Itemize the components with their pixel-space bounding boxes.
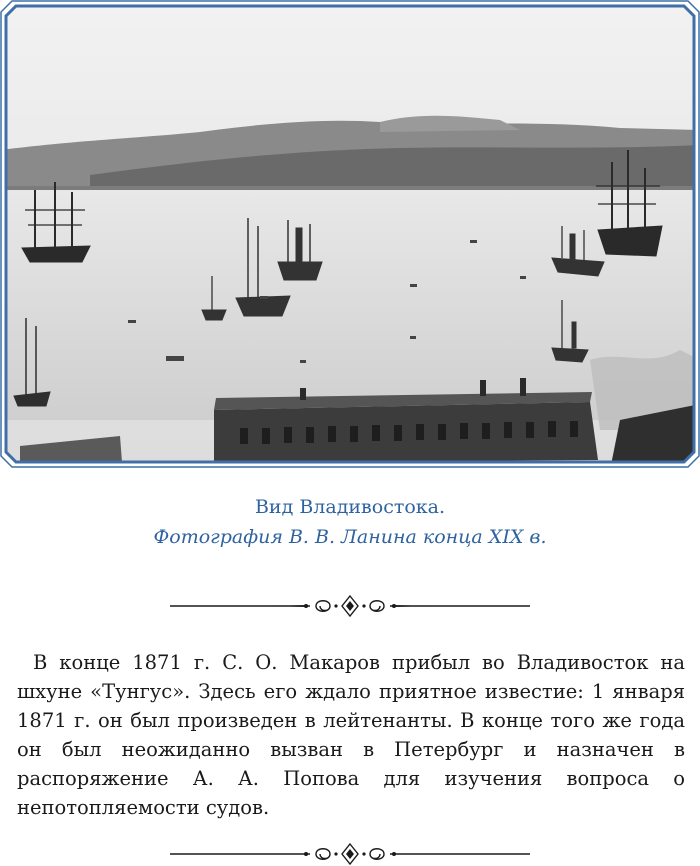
caption-credit: Фотография В. В. Ланина конца XIX в. <box>153 526 547 548</box>
flourish-icon <box>170 842 530 866</box>
flourish-icon <box>170 594 530 618</box>
body-text <box>17 648 685 822</box>
photo-caption <box>0 492 700 552</box>
ornament-divider-top <box>0 594 700 618</box>
caption-title: Вид Владивостока. <box>254 496 446 518</box>
paragraph: В конце 1871 г. С. О. Макаров прибыл во Владивосток на шхуне «Тунгус». Здесь его ждало приятное известие: 1 января 1871 г. он был произведен в лейтенанты. В конце того же года он был неожиданно вызван в Петербург и назначен в распоряжение А. А. Попова для изучения вопроса о непотопляемости судов. <box>17 651 685 819</box>
ornament-divider-bottom <box>0 842 700 866</box>
